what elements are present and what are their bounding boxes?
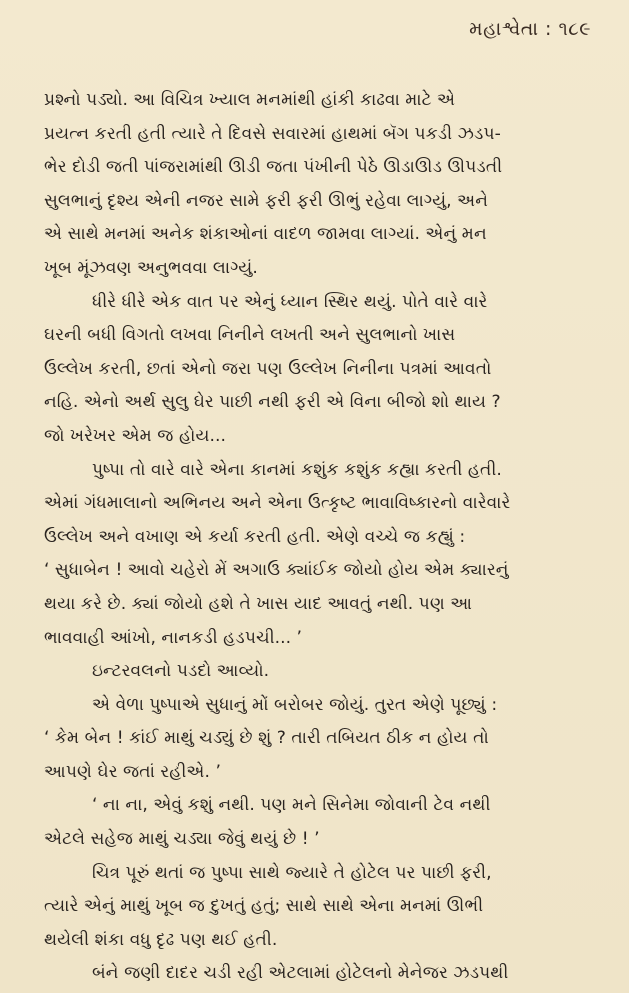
- text-line: નહિ. એનો અર્થ સુલુ ઘેર પાછી નથી ફરી એ વિના બીજો શો થાય ?: [44, 392, 501, 413]
- text-line: બંને જણી દાદર ચડી રહી એટલામાં હોટેલનો મેનેજર ઝડપથી: [92, 963, 509, 984]
- text-line: ચિત્ર પૂરું થતાં જ પુષ્પા સાથે જ્યારે તે હોટેલ પર પાછી ફરી,: [92, 862, 492, 883]
- text-line: ઉલ્લેખ અને વખાણ એ કર્યા કરતી હતી. એણે વચ્ચે જ કહ્યું :: [44, 526, 466, 547]
- text-line: ધીરે ધીરે એક વાત પર એનું ધ્યાન સ્થિર થયું. પોતે વારે વારે: [92, 291, 488, 312]
- text-line: પ્રશ્નો પડ્યો. આ વિચિત્ર ખ્યાલ મનમાંથી હાંકી કાઢવા માટે એ: [44, 90, 456, 110]
- running-header: મહાશ્વેતા : ૧૮૯: [469, 18, 591, 40]
- text-line: થયા કરે છે. ક્યાં જોયો હશે તે ખાસ યાદ આવતું નથી. પણ આ: [44, 593, 473, 614]
- text-line: ‘ ના ના, એવું કશું નથી. પણ મને સિનેમા જોવાની ટેવ નથી: [92, 795, 491, 816]
- text-line: એ સાથે મનમાં અનેક શંકાઓનાં વાદળ જામવા લાગ્યાં. એનું મન: [44, 224, 487, 245]
- text-line: ઉલ્લેખ કરતી, છતાં એનો જરા પણ ઉલ્લેખ નિનીના પત્રમાં આવતો: [44, 358, 492, 379]
- text-line: થયેલી શંકા વધુ દૃઢ પણ થઈ હતી.: [44, 929, 278, 950]
- text-line: સુલભાનું દૃશ્ય એની નજર સામે ફરી ફરી ઊભું રહેવા લાગ્યું, અને: [44, 190, 489, 211]
- text-line: એ વેળા પુષ્પાએ સુધાનું મોં બરોબર જોયું. તુરત એણે પૂછ્યું :: [92, 694, 498, 715]
- text-line: ઇન્ટરવલનો પડદો આવ્યો.: [92, 661, 270, 682]
- text-line: ‘ સુધાબેન ! આવો ચહેરો મેં અગાઉ ક્યાંઈક જોયો હોય એમ ક્યારનું: [44, 560, 509, 581]
- text-line: ભાવવાહી આંખો, નાનકડી હડપચી... ’: [44, 627, 302, 648]
- text-line: એમાં ગંધમાલાનો અભિનય અને એના ઉત્કૃષ્ટ ભાવાવિષ્કારનો વારેવારે: [44, 493, 511, 514]
- text-line: ત્યારે એનું માથું ખૂબ જ દુખતું હતું; સાથે સાથે એના મનમાં ઊભી: [44, 896, 484, 917]
- text-line: પ્રયત્ન કરતી હતી ત્યારે તે દિવસે સવારમાં હાથમાં બૅગ પકડી ઝડપ-: [44, 123, 501, 144]
- text-line: જો ખરેખર એમ જ હોય...: [44, 425, 226, 446]
- text-line: ઘરની બધી વિગતો લખવા નિનીને લખતી અને સુલભાનો ખાસ: [44, 325, 456, 346]
- text-line: ‘ કેમ બેન ! કાંઈ માથું ચડ્યું છે શું ? તારી તબિયત ઠીક ન હોય તો: [44, 728, 489, 749]
- text-line: ભેર દોડી જતી પાંજરામાંથી ઊડી જતા પંખીની પેઠે ઊડાઊડ ઊપડતી: [44, 157, 503, 178]
- body-text: [44, 84, 600, 991]
- text-line: ખૂબ મૂંઝવણ અનુભવવા લાગ્યું.: [44, 257, 258, 278]
- text-line: એટલે સહેજ માથું ચડ્યા જેવું થયું છે ! ’: [44, 829, 320, 850]
- text-line: આપણે ઘેર જતાં રહીએ. ’: [44, 761, 221, 782]
- text-line: પુષ્પા તો વારે વારે એના કાનમાં કશુંક કશુંક કહ્યા કરતી હતી.: [92, 459, 502, 480]
